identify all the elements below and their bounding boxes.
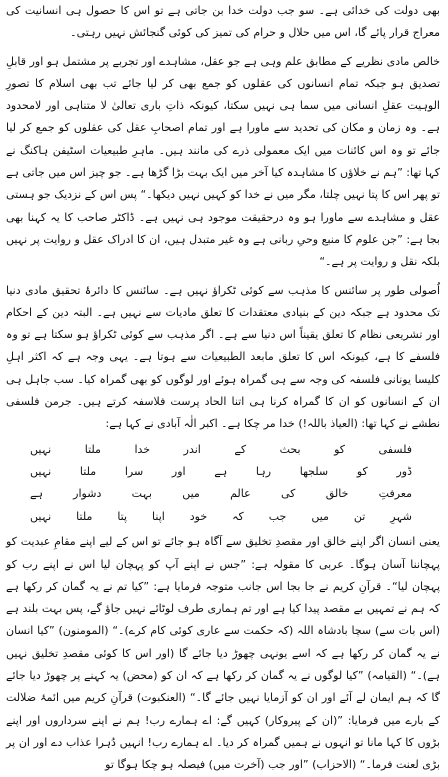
poem-verse-4: شہرِ تن میں جب کہ خود اپنا پتا ملتا نہیں (30, 509, 412, 523)
paragraph-1: بھی دولت کی خدائی ہے۔ سو جب دولت خدا بن جاتی ہے تو اس کا حصول ہی انسانیت کی معراج قرار پائے گا، اس میں حلال و حرام کی تمیز کی کوئی گنجائش نہیں رہتی۔ (6, 4, 440, 40)
poem-verse-2: ڈور کو سلجھا رہا ہے اور سرا ملتا نہیں (30, 465, 412, 479)
poem-block (6, 439, 440, 529)
paragraph-4: یعنی انسان اگر اپنے خالق اور مقصدِ تخلیق سے آگاہ ہو جائے تو اس کے لیے اپنے مقامِ عبدیت کو پہچاننا آسان ہوگا۔ عربی کا مقولہ ہے: ”جس نے اپنے آپ کو پہچان لیا اس نے اپنے رب کو پہچان لیا“۔ قرآنِ کریم نے جا بجا اس جانب متوجہ فرمایا ہے: ”کیا تم نے یہ گمان کر رکھا ہے کہ ہم نے تمہیں بے مقصد پیدا کیا ہے اور تم ہماری طرف لوٹائے نہیں جاؤ گے، پس بہت بلند ہے (اس بات سے) سچا بادشاہ اللہ (کہ حکمت سے عاری کوئی کام کرے)۔“ (المومنون) ”کیا انسان نے یہ گمان کر رکھا ہے کہ اسے یونہی چھوڑ دیا جائے گا (اور اس کا کوئی مقصدِ تخلیق نہیں ہے)۔“ (القیامہ) ”کیا لوگوں نے یہ گمان کر رکھا ہے کہ ان کو (محض) یہ کہنے پر چھوڑ دیا جائے گا کہ ہم ایمان لے آئے اور ان کو آزمایا نہیں جائے گا۔“ (العنکبوت) قرآنِ کریم میں ائمۂ ضلالت کے بارے میں فرمایا: ”(ان کے پیروکار) کہیں گے: اے ہمارے رب! ہم نے اپنے سرداروں اور اپنے بڑوں کا کہا مانا تو انہوں نے ہمیں گمراہ کر دیا۔ اے ہمارے رب! انہیں دُہرا عذاب دے اور ان پر بڑی لعنت فرما۔“ (الاحزاب) ”اور جب (آخرت میں) فیصلہ ہو چکا ہوگا تو (6, 535, 441, 772)
poem-verse-3: معرفتِ خالق کی عالم میں بہت دشوار ہے (30, 487, 412, 501)
paragraph-2: خالص مادی نظریے کے مطابق علم وہی ہے جو عقل، مشاہدے اور تجربے پر مشتمل ہو اور قابلِ تصدیق ہو جبکہ تمام انسانوں کی عقلوں کو جمع بھی کر لیا جائے تب بھی اسلام کا تصورِ الوہیت عقلِ انسانی میں سما ہی نہیں سکتا، کیونکہ ذاتِ باری تعالیٰ لا متناہی اور لامحدود ہے۔ وہ زمان و مکان کی تحدید سے ماورا ہے اور تمام اصحابِ عقل کی عقلوں کو جمع کر لیا جائے تو وہ اس کائنات میں ایک معمولی ذرے کی مانند ہیں۔ ماہرِ طبیعیات اسٹیفن ہاکنگ نے کہا تھا: ”ہم نے خلاؤں کا مشاہدہ کیا آخر میں ایک بہت بڑا گڑھا ہے۔ جو چیز اس میں جاتی ہے تو پھر اس کا پتا نہیں چلتا، مگر میں نے خدا کو کہیں نہیں دیکھا۔“ پس اس کے نزدیک جو ہستی عقل و مشاہدے سے ماورا ہو وہ درحقیقت موجود ہی نہیں ہے۔ ڈاکٹر صاحب کا یہ کہنا بھی بجا ہے: ”جن علوم کا منبع وحیِ ربانی ہے وہ غیر متبدل ہیں، ان کا ادراک عقل و روایت پر نہیں بلکہ نقل و روایت پر ہے۔“ (6, 54, 440, 269)
poem-verse-1: فلسفی کو بحث کے اندر خدا ملتا نہیں (30, 442, 412, 456)
paragraph-3: اُصولی طور پر سائنس کا مذہب سے کوئی ٹکراؤ نہیں ہے۔ سائنس کا دائرۂ تحقیق مادی دنیا تک محدود ہے جبکہ دین کے بنیادی معتقدات کا تعلق مادیات سے نہیں ہے۔ البتہ دین کے احکام اور تشریعی نظام کا تعلق یقیناً اس دنیا سے ہے۔ اگر مذہب سے کوئی ٹکراؤ ہو سکتا ہے تو وہ فلسفے کا ہے، کیونکہ اس کا تعلق مابعد الطبیعیات سے ہوتا ہے۔ یہی وجہ ہے کہ اکثر اہلِ کلیسا یونانی فلسفہ کی وجہ سے ہی گمراہ ہوئے اور لوگوں کو بھی گمراہ کیا۔ سب جاہل ہی ان کے انسانوں کو ان کا گمراہ کرنا ہی اتنا الحاد پرست فلاسفہ کرتے ہیں۔ جرمن فلسفی نطشے نے کہا تھا: (العیاذ باللہ!) خدا مر چکا ہے۔ اکبر الٰہ آبادی نے کہا ہے: (6, 283, 440, 431)
